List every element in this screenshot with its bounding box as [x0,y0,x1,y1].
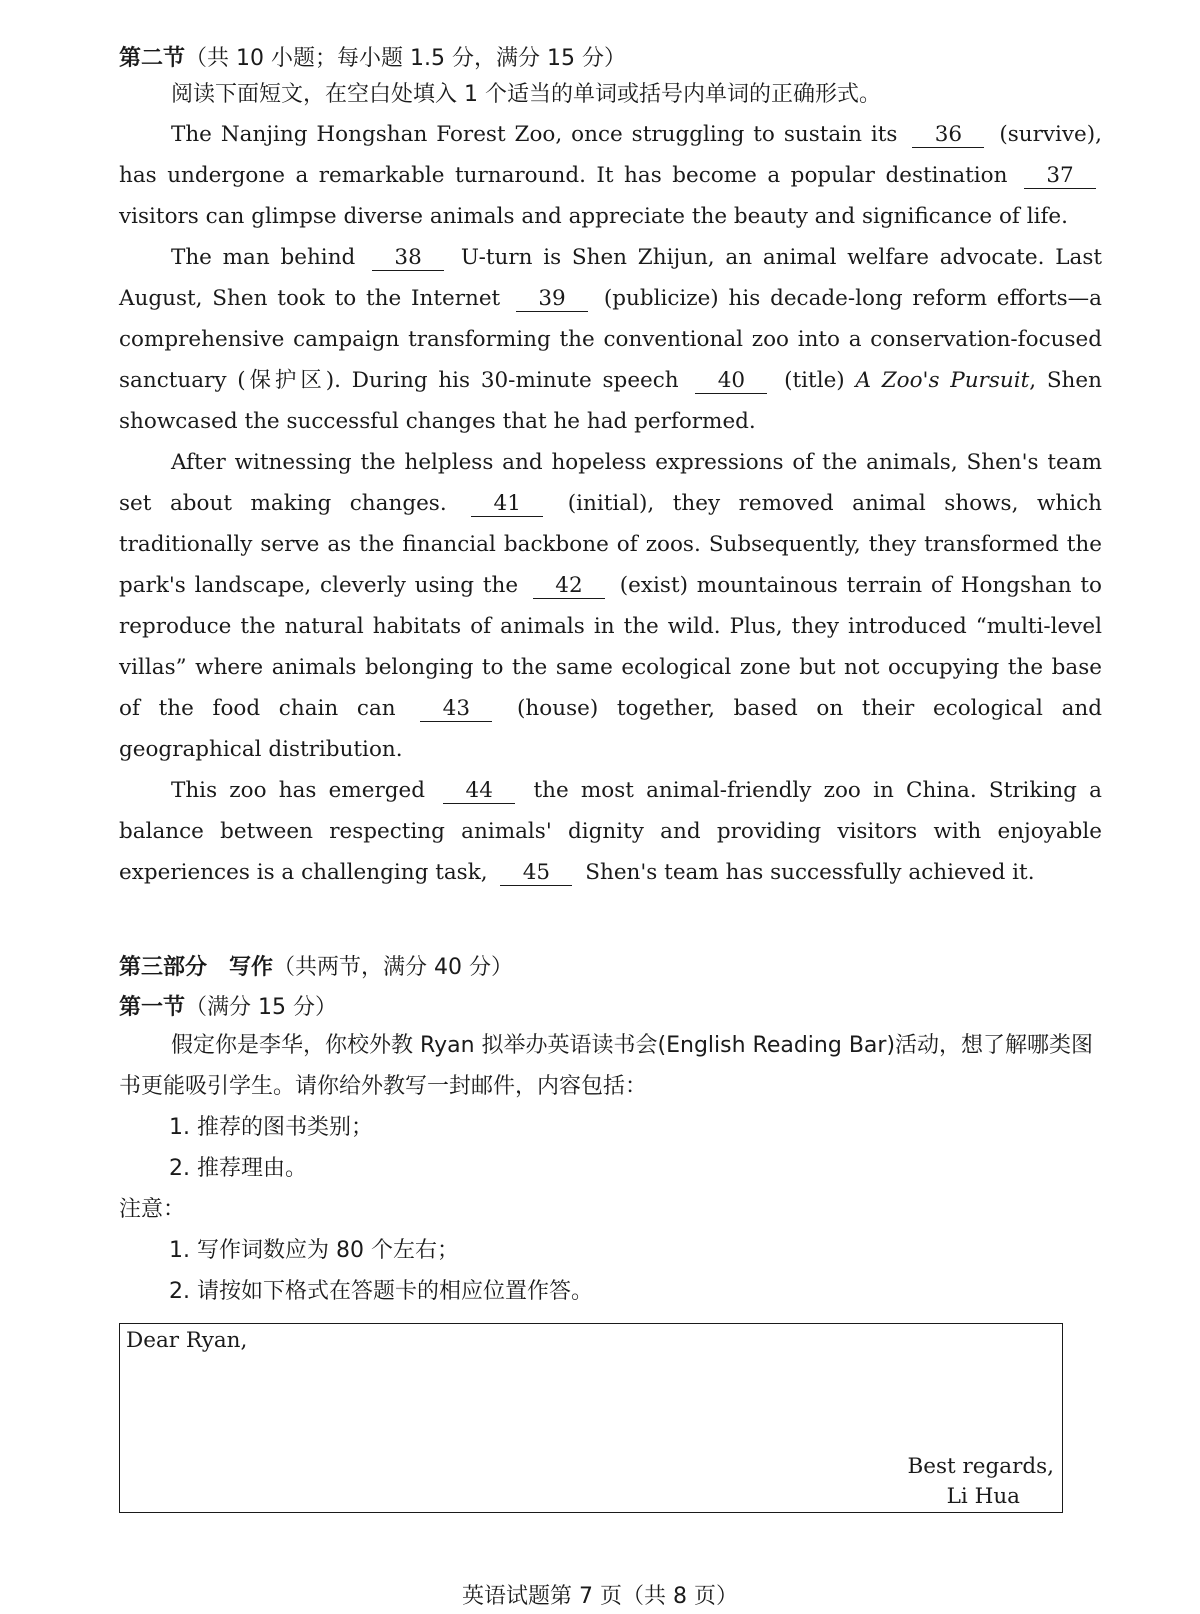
blank-39[interactable]: 39 [516,287,588,312]
passage-paragraph-2 [119,237,1102,442]
letter-closing: Best regards, [907,1454,1054,1479]
writing-section1-info: （满分 15 分） [185,995,337,1020]
note-item: 2. 请按如下格式在答题卡的相应位置作答。 [169,1279,593,1304]
passage-text: (initial), they removed animal shows, which traditionally serve as the financial backbone of zoos. Subsequently, they transformed the park's landscape, cleverly using the [119,491,1102,598]
passage-text: (title) [784,368,845,393]
notes-label: 注意： [119,1197,186,1222]
speech-title: A Zoo's Pursuit [855,368,1030,393]
task-point: 2. 推荐理由。 [169,1156,307,1181]
letter-answer-box[interactable] [119,1323,1063,1513]
blank-41[interactable]: 41 [471,492,543,517]
passage-paragraph-4 [119,770,1102,893]
passage-text: The man behind [171,245,356,270]
section2-info: （共 10 小题；每小题 1.5 分，满分 15 分） [185,46,626,71]
blank-45[interactable]: 45 [500,861,572,886]
writing-section1-title: 第一节 [119,995,186,1020]
passage-text: (exist) mountainous terrain of Hongshan to reproduce the natural habitats of animals in the wild. Plus, they introduced “multi-level villas” where animals belonging to the same ecological zone but not occupying the base of the food chain can [119,573,1102,721]
passage-text: (survive), has undergone a remarkable turnaround. It has become a popular destination [119,122,1102,188]
passage-text: visitors can glimpse diverse animals and appreciate the beauty and significance of life. [119,204,1068,229]
passage-text: After witnessing the helpless and hopeless expressions of the animals, Shen's team set about making changes. [119,450,1102,516]
passage-text: (house) together, based on their ecological and geographical distribution. [119,696,1102,762]
page-footer: 英语试题第 7 页（共 8 页） [462,1584,738,1609]
task-point: 1. 推荐的图书类别； [169,1115,373,1140]
passage-text: U-turn is Shen Zhijun, an animal welfare advocate. Last August, Shen took to the Internet [119,245,1102,311]
blank-37[interactable]: 37 [1024,164,1096,189]
page-content [119,42,1102,1312]
passage-text: the most animal-friendly zoo in China. Striking a balance between respecting animals' dignity and providing visitors with enjoyable experiences is a challenging task, [119,778,1102,885]
blank-36[interactable]: 36 [912,123,984,148]
writing-task: 假定你是李华，你校外教 Ryan 拟举办英语读书会(English Reading Bar)活动，想了解哪类图书更能吸引学生。请你给外教写一封邮件，内容包括： [119,1033,1094,1099]
letter-signature: Li Hua [946,1484,1020,1509]
passage-text: , Shen showcased the successful changes that he had performed. [119,368,1102,434]
part3-info: （共两节，满分 40 分） [273,955,513,980]
part3 [119,951,1102,1312]
passage-paragraph-3 [119,442,1102,770]
blank-44[interactable]: 44 [443,779,515,804]
blank-42[interactable]: 42 [533,574,605,599]
part3-heading [119,951,1102,985]
letter-greeting: Dear Ryan, [126,1328,248,1353]
section2-title: 第二节 [119,46,186,71]
blank-40[interactable]: 40 [695,369,767,394]
part3-title: 第三部分 写作 [119,955,274,980]
section2-instruction: 阅读下面短文，在空白处填入 1 个适当的单词或括号内单词的正确形式。 [171,82,881,107]
section2-heading [119,42,1102,76]
note-item: 1. 写作词数应为 80 个左右； [169,1238,459,1263]
passage-text: This zoo has emerged [171,778,426,803]
passage-text: The Nanjing Hongshan Forest Zoo, once struggling to sustain its [171,122,898,147]
passage-paragraph-1 [119,114,1102,237]
blank-38[interactable]: 38 [372,246,444,271]
passage [119,114,1102,893]
blank-43[interactable]: 43 [420,697,492,722]
writing-section1-heading [119,991,1102,1025]
passage-text: Shen's team has successfully achieved it. [585,860,1035,885]
passage-text: (publicize) his decade-long reform efforts—a comprehensive campaign transforming the conventional zoo into a conservation-focused sanctuary (保护区). During his 30-minute speech [119,286,1102,393]
